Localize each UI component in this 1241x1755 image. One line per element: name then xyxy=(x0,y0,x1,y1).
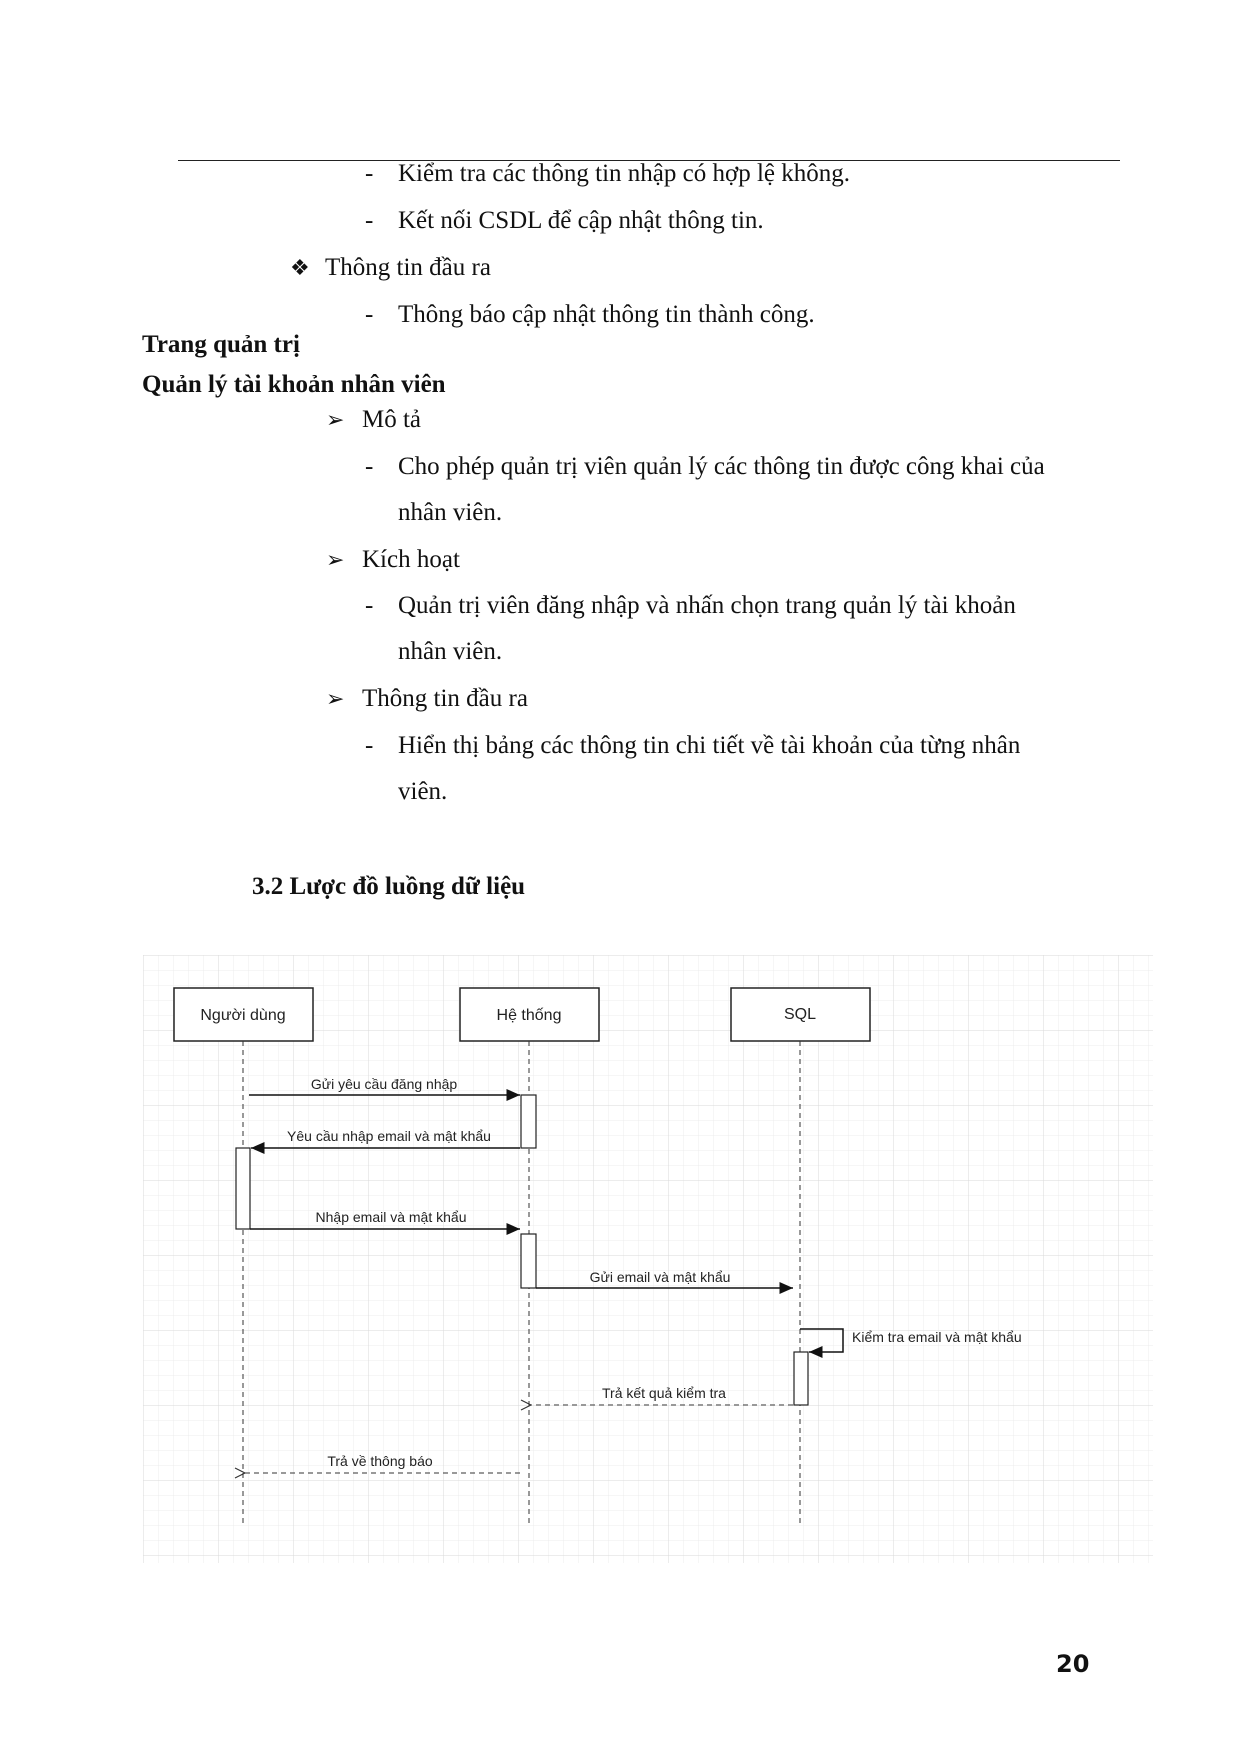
dash-bullet: - xyxy=(365,453,374,480)
dash-bullet: - xyxy=(365,732,374,759)
dash-bullet: - xyxy=(365,592,374,619)
activation-system-1 xyxy=(521,1095,536,1148)
desc-heading: Mô tả xyxy=(362,406,422,433)
message-label-7: Trả về thông báo xyxy=(327,1453,433,1469)
connect-db-item: Kết nối CSDL để cập nhật thông tin. xyxy=(398,207,764,234)
sequence-diagram xyxy=(143,955,1153,1563)
message-label-3: Nhập email và mật khẩu xyxy=(315,1209,467,1225)
message-label-6: Trả kết quả kiểm tra xyxy=(602,1385,726,1401)
employee-accounts-heading: Quản lý tài khoản nhân viên xyxy=(142,371,446,398)
dash-bullet: - xyxy=(365,160,374,187)
desc-line-2: nhân viên. xyxy=(398,499,503,526)
message-label-2: Yêu cầu nhập email và mật khẩu xyxy=(287,1128,491,1144)
dash-bullet: - xyxy=(365,207,374,234)
page-number: 20 xyxy=(1056,1650,1090,1678)
output2-heading: Thông tin đầu ra xyxy=(362,685,528,712)
actor-system xyxy=(460,988,599,1041)
activation-user xyxy=(236,1148,250,1229)
message-label-4: Gửi email và mật khẩu xyxy=(589,1269,731,1285)
message-label-5: Kiểm tra email và mật khẩu xyxy=(852,1329,1022,1345)
actor-sql xyxy=(731,988,870,1041)
output-text: Thông báo cập nhật thông tin thành công. xyxy=(398,301,815,328)
actor-system-label: Hệ thống xyxy=(496,1007,562,1024)
activation-sql xyxy=(794,1352,808,1405)
arrow-bullet-icon: ➢ xyxy=(326,686,345,711)
check-input-item: Kiểm tra các thông tin nhập có hợp lệ không. xyxy=(398,160,850,187)
section-title: 3.2 Lược đồ luồng dữ liệu xyxy=(252,873,526,900)
arrow-bullet-icon: ➢ xyxy=(326,547,345,572)
actor-sql-label: SQL xyxy=(783,1006,817,1023)
output-heading: Thông tin đầu ra xyxy=(325,254,491,281)
arrow-bullet-icon: ➢ xyxy=(326,407,345,432)
diamond-bullet-icon: ❖ xyxy=(290,255,310,280)
grid-background xyxy=(143,955,1153,1563)
message-label-1: Gửi yêu cầu đăng nhập xyxy=(310,1076,458,1092)
dash-bullet: - xyxy=(365,301,374,328)
output2-line-2: viên. xyxy=(398,778,448,805)
trigger-heading: Kích hoạt xyxy=(362,546,460,573)
trigger-line-1: Quản trị viên đăng nhập và nhấn chọn trang quản lý tài khoản xyxy=(398,592,1016,619)
trigger-line-2: nhân viên. xyxy=(398,638,503,665)
actor-user xyxy=(174,988,313,1041)
activation-system-2 xyxy=(521,1234,536,1288)
desc-line-1: Cho phép quản trị viên quản lý các thông tin được công khai của xyxy=(398,453,1045,480)
admin-page-heading: Trang quản trị xyxy=(142,331,300,358)
output2-line-1: Hiển thị bảng các thông tin chi tiết về tài khoản của từng nhân xyxy=(398,732,1021,759)
actor-user-label: Người dùng xyxy=(200,1007,286,1024)
